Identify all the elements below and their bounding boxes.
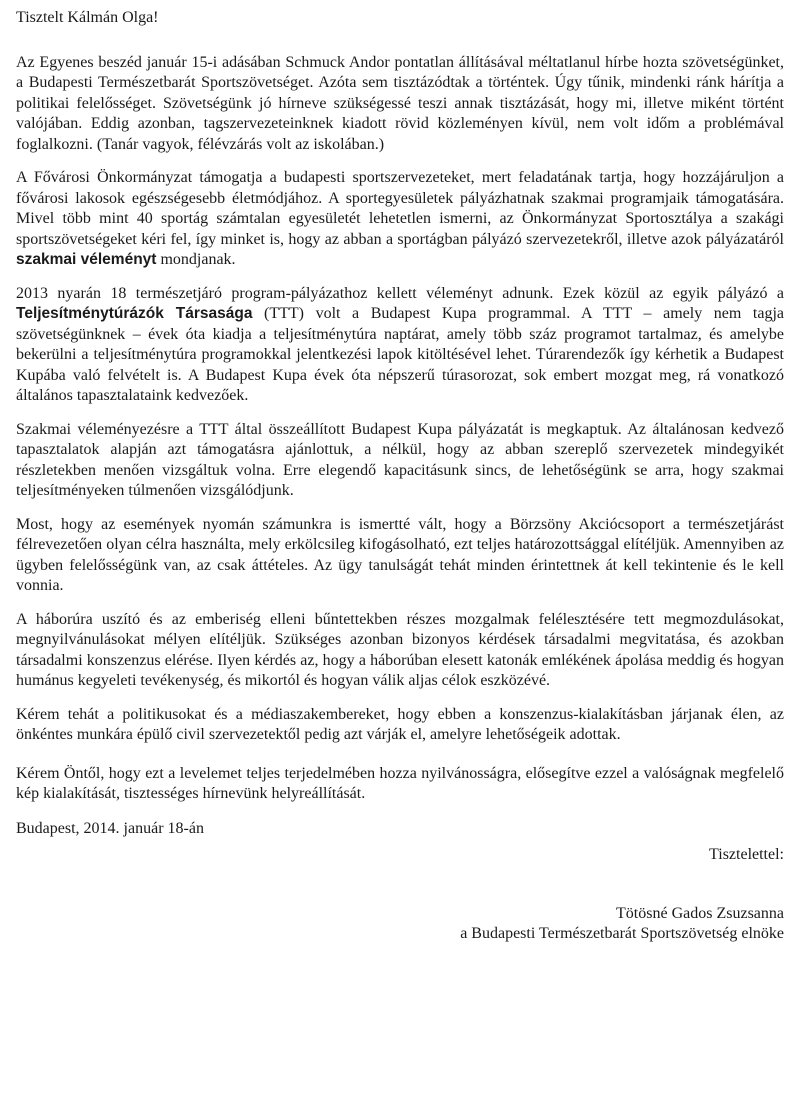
paragraph-3 (16, 284, 784, 407)
paragraph-3-text-b: (TTT) volt a Budapest Kupa programmal. A TTT – amely nem tagja szövetségünknek – évek óta kiadja a teljesítménytúra naptárat, amely több száz programot tartalmaz, és amelybe bekerülni a teljesítménytúra programokkal jelentkezési lapok kitöltésével lehet. Túrarendezők így kérhetik a Budapest Kupába való felvételt is. A Budapest Kupa évek óta népszerű túrasorozat, sok embert mozgat meg, rá vonatkozó általános tapasztalataink kedvezőek. (16, 305, 784, 404)
letter-date: Budapest, 2014. január 18-án (16, 819, 204, 837)
paragraph-2-text-a: A Fővárosi Önkormányzat támogatja a budapesti sportszervezeteket, mert feladatának tartja, hogy hozzájáruljon a fővárosi lakosok egészségesebb életmódjához. A sportegyesületek pályázhatnak szakmai programjaik támogatására. Mivel több mint 40 sportág számtalan egyesületét lehetetlen ismerni, az Önkormányzat Sportosztálya a szakági sportszövetségeket kéri fel, így minket is, hogy az abban a sportágban pályázó szervezetekről, illetve azok pályázatáról (16, 169, 784, 248)
paragraph-2-bold: szakmai véleményt (16, 251, 157, 268)
letter-page (16, 8, 784, 945)
paragraph-2-text-b: mondjanak. (156, 251, 236, 268)
paragraph-2 (16, 168, 784, 271)
signature-block (16, 904, 784, 945)
salutation: Tisztelt Kálmán Olga! (16, 9, 159, 26)
signer-title: a Budapesti Természetbarát Sportszövetség elnöke (460, 925, 784, 942)
paragraph-3-text-a: 2013 nyarán 18 természetjáró program-pályázathoz kellett véleményt adnunk. Ezek közül az egyik pályázó a (16, 284, 784, 302)
signer-name: Tötösné Gados Zsuzsanna (616, 904, 784, 922)
paragraph-3-bold: Teljesítménytúrázók Társasága (16, 305, 253, 322)
paragraph-6: A háborúra uszító és az emberiség elleni bűntettekben részes mozgalmak felélesztésére tett megmozdulásokat, megnyilvánulásokat mélyen elítéljük. Szükséges azonban bizonyos kérdések társadalmi megvitatása, és azokban társadalmi konszenzus elérése. Ilyen kérdés az, hogy a háborúban elesett katonák emlékének ápolása meddig és hogyan humánus kegyeleti tevékenység, és mikortól és hogyan válik aljas célok eszközévé. (16, 610, 784, 689)
paragraph-7: Kérem tehát a politikusokat és a médiaszakembereket, hogy ebben a konszenzus-kialakításban járjanak élen, az önkéntes munkára épülő civil szervezetektől pedig azt várják el, amelyre lehetőségeik adottak. (16, 705, 784, 743)
paragraph-8: Kérem Öntől, hogy ezt a levelemet teljes terjedelmében hozza nyilvánosságra, elősegítve ezzel a valóságnak megfelelő kép kialakítását, tisztességes hírnevünk helyreállítását. (16, 764, 784, 802)
paragraph-1: Az Egyenes beszéd január 15-i adásában Schmuck Andor pontatlan állításával méltatlanul hírbe hozta szövetségünket, a Budapesti Természetbarát Sportszövetséget. Azóta sem tisztázódtak a történtek. Úgy tűnik, mindenki ránk hárítja a politikai felelősséget. Szövetségünk jó hírneve szükségessé teszi annak tisztázását, hogy mi, illetve miként történt valójában. Eddig azonban, tagszervezeteinknek kiadott rövid közleményen kívül, nem volt időm a problémával foglalkozni. (Tanár vagyok, félévzárás volt az iskolában.) (16, 53, 784, 153)
closing: Tisztelettel: (709, 846, 784, 863)
paragraph-4: Szakmai véleményezésre a TTT által összeállított Budapest Kupa pályázatát is megkaptuk. Az általánosan kedvező tapasztalatok alapján azt támogatásra ajánlottuk, a nélkül, hogy az abban szereplő szervezetek mindegyikét részletekben menően vizsgáltuk volna. Erre elegendő kapacitásunk sincs, de lehetőségünk se arra, hogy szakmai teljesítményeken túlmenően vizsgálódjunk. (16, 420, 784, 499)
paragraph-5: Most, hogy az események nyomán számunkra is ismertté vált, hogy a Börzsöny Akciócsoport a természetjárást félrevezetően olyan célra használta, mely erkölcsileg kifogásolható, ezt teljes határozottsággal elítéljük. Amennyiben az ügyben felelősségünk van, az csak áttételes. Az ügy tanulságát tehát minden érintettnek át kell tekintenie és le kell vonnia. (16, 515, 784, 594)
